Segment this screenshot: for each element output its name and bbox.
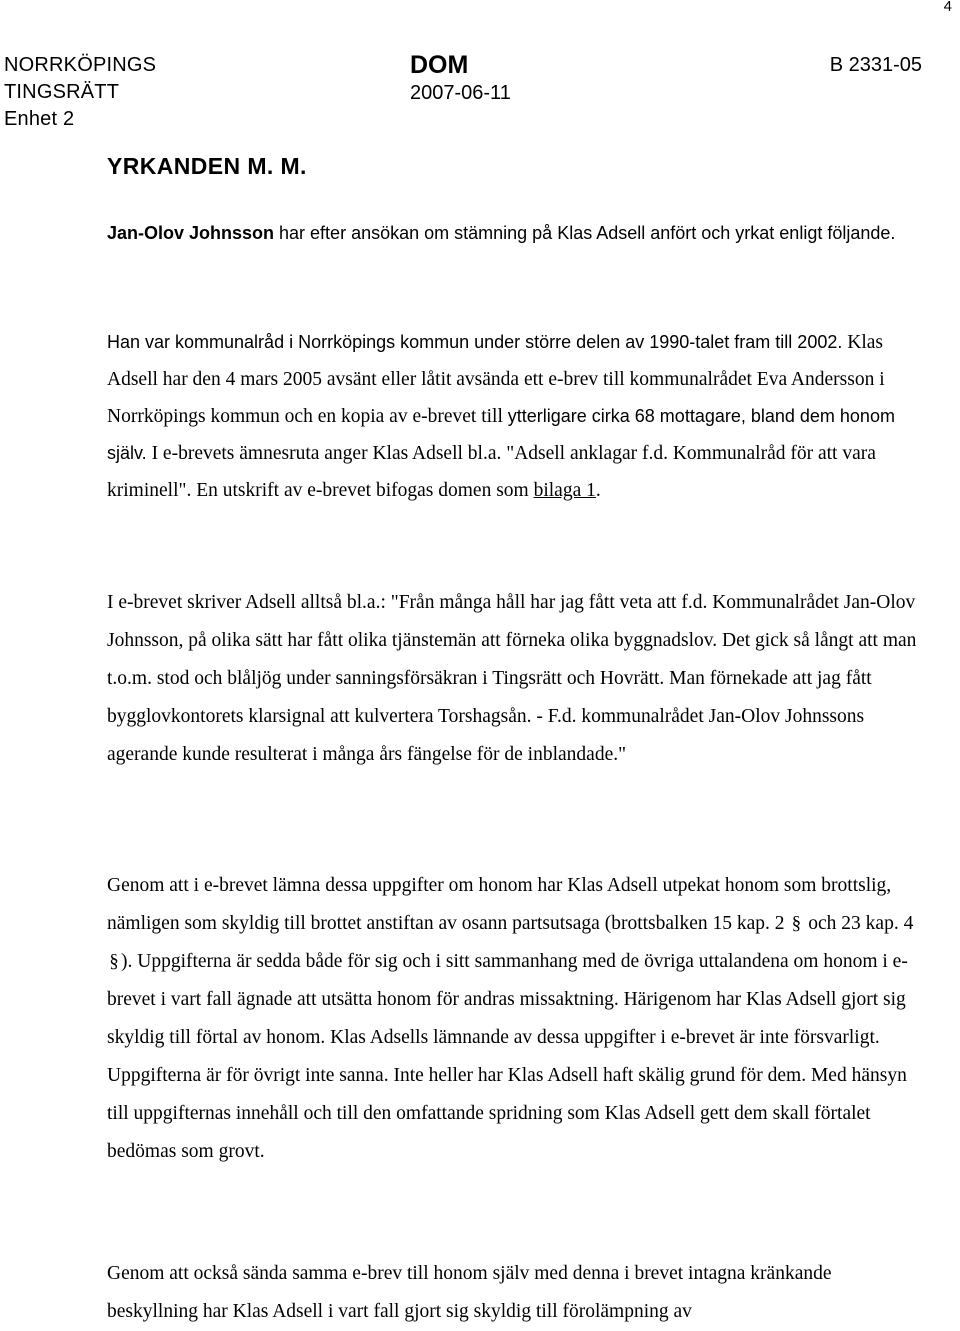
paragraph-text: Genom att i e-brevet lämna dessa uppgifter om honom har Klas Adsell utpekat honom som brottslig, nämligen som skyldig till brottet anstiftan av osann partsutsaga (brottsbalken 15 kap. 2	[107, 875, 892, 934]
section-heading: YRKANDEN M. M.	[107, 153, 307, 179]
paragraph-text: I e-brevets ämnesruta anger Klas Adsell bl.a. "Adsell anklagar f.d. Kommunalråd för att vara kriminell". En utskrift av e-brevet bifogas domen som	[107, 443, 876, 501]
court-name	[4, 52, 156, 133]
paragraph-legal-claim	[107, 867, 917, 1171]
section-symbol: §	[791, 913, 802, 934]
document-type: DOM	[410, 51, 469, 79]
document-header	[4, 52, 944, 132]
paragraph-text: Klas Adsell har den 4 mars 2005 avsänt eller låtit avsända ett e-brev till kommunalrådet Eva Andersson i Norrköpings kommun och en kopia av e-brevet till	[107, 332, 885, 427]
paragraph-text: Han var kommunalråd i Norrköpings kommun under större delen av 1990-talet fram till 2002.	[107, 332, 843, 352]
court-line-3: Enhet 2	[4, 108, 75, 130]
section-symbol: §	[109, 951, 119, 972]
attachment-reference: bilaga 1	[533, 480, 596, 501]
paragraph-text: och 23 kap. 4	[803, 913, 914, 934]
court-line-1: NORRKÖPINGS	[4, 54, 157, 76]
document-date: 2007-06-11	[410, 82, 511, 104]
paragraph-email-quote: I e-brevet skriver Adsell alltså bl.a.: "Från många håll har jag fått veta att f.d. Kommunalrådet Jan-Olov Johnsson, på olika sätt har fått olika tjänstemän att förneka olika byggnadslov. Det gick så långt att man t.o.m. stod och blåljög under sanningsförsäkran i Tingsrätt och Hovrätt. Man förnekade att jag fått bygglovkontorets klarsignal att kulvertera Torshagsån. - F.d. kommunalrådet Jan-Olov Johnssons agerande kunde resulterat i många års fängelse för de inblandade."	[107, 592, 917, 765]
court-line-2: TINGSRÄTT	[4, 81, 120, 103]
paragraph-text: .	[595, 480, 601, 501]
paragraph-text: har efter ansökan om stämning på Klas Adsell anfört och yrkat enligt följande.	[274, 223, 896, 243]
paragraph-text: ytterligare cirka 68 mottagare, bland dem honom själv.	[107, 406, 895, 463]
case-number: B 2331-05	[829, 54, 922, 76]
page-number: 4	[943, 0, 952, 15]
plaintiff-name: Jan-Olov Johnsson	[107, 223, 275, 243]
document-type-block	[410, 52, 511, 108]
paragraph-text: ). Uppgifterna är sedda både för sig och i sitt sammanhang med de övriga uttalandena om honom i e-brevet i vart fall ägnade att utsätta honom för andras missaktning. Härigenom har Klas Adsell gjort sig skyldig till förtal av honom. Klas Adsells lämnande av dessa uppgifter i e-brevet är inte försvarligt. Uppgifterna är för övrigt inte sanna. Inte heller har Klas Adsell haft skälig grund för dem. Med hänsyn till uppgifternas innehåll och till den omfattande spridning som Klas Adsell gett dem skall förtalet bedömas som grovt.	[107, 951, 908, 1162]
paragraph-claim-intro	[107, 216, 917, 251]
paragraph-insult-claim: Genom att också sända samma e-brev till honom själv med denna i brevet intagna kränkande beskyllning har Klas Adsell i vart fall gjort sig skyldig till förolämpning av	[107, 1263, 832, 1322]
paragraph-background	[107, 324, 917, 509]
